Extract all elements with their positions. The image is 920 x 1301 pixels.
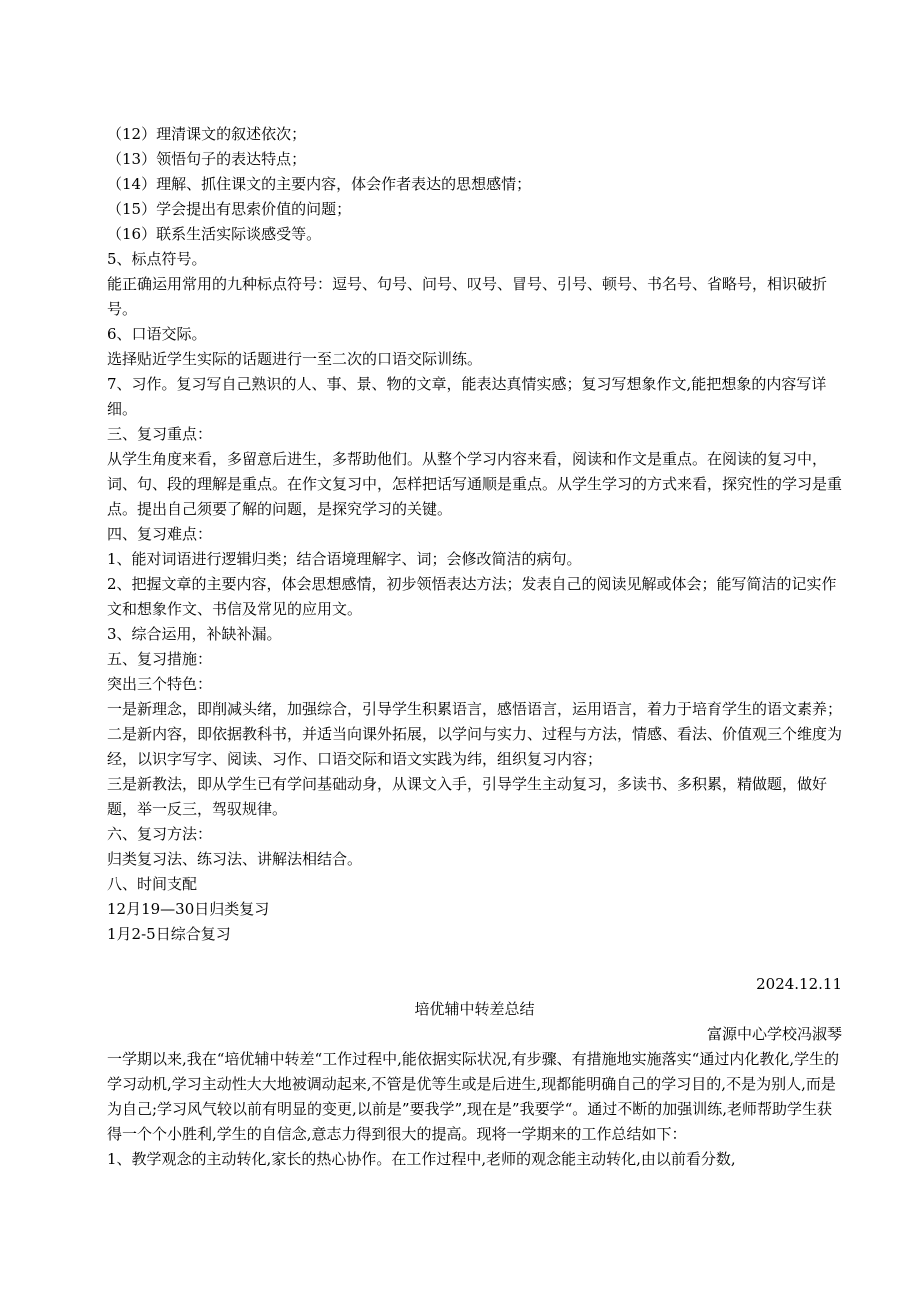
measure-3: 三是新教法，即从学生已有学问基础动身，从课文入手，引导学生主动复习，多读书、多积累，精做题，做好题，举一反三，驾驭规律。 <box>107 775 828 818</box>
paragraph-punctuation: 能正确运用常用的九种标点符号：逗号、句号、问号、叹号、冒号、引号、顿号、书名号、省略号，相识破折号。 <box>107 275 828 318</box>
schedule-2: 1月2-5日综合复习 <box>107 925 231 943</box>
heading-difficulty: 四、复习难点： <box>107 525 213 543</box>
measure-1: 一是新理念，即削减头绪，加强综合，引导学生积累语言，感悟语言，运用语言，着力于培育学生的语文素养； <box>107 700 843 718</box>
item-13: （13）领悟句子的表达特点； <box>107 150 307 168</box>
difficulty-3: 3、综合运用，补缺补漏。 <box>107 625 282 643</box>
paragraph-oral: 选择贴近学生实际的话题进行一至二次的口语交际训练。 <box>107 350 483 368</box>
paragraph-methods: 归类复习法、练习法、讲解法相结合。 <box>107 850 363 868</box>
measure-2: 二是新内容，即依据教科书，并适当向课外拓展，以学问与实力、过程与方法，情感、看法、价值观三个维度为经，以识字写字、阅读、习作、口语交际和语文实践为纬，组织复习内容； <box>107 725 843 768</box>
heading-punctuation: 5、标点符号。 <box>107 250 207 268</box>
paragraph-focus: 从学生角度来看，多留意后进生，多帮助他们。从整个学习内容来看，阅读和作文是重点。在阅读的复习中，词、句、段的理解是重点。在作文复习中，怎样把话写通顺是重点。从学生学习的方式来看，探究性的学习是重点。提出自己须要了解的问题，是探究学习的关键。 <box>107 450 843 518</box>
review-plan-section <box>107 122 842 947</box>
heading-schedule: 八、时间支配 <box>107 875 198 893</box>
measures-intro: 突出三个特色： <box>107 675 213 693</box>
item-12: （12）理清课文的叙述依次； <box>107 125 307 143</box>
summary-author: 富源中心学校冯淑琴 <box>706 1025 842 1043</box>
summary-paragraph-intro: 一学期以来,我在“培优辅中转差“工作过程中,能依据实际状况,有步骤、有措施地实施落实“通过内化教化,学生的学习动机,学习主动性大大地被调动起来,不管是优等生或是后进生,现都能明确自己的学习目的,不是为别人,而是为自己;学习风气较以前有明显的变更,以前是”要我学”,现在是”我要学“。通过不断的加强训练,老师帮助学生获得一个个小胜利,学生的自信念,意志力得到很大的提高。现将一学期来的工作总结如下： <box>107 1050 840 1143</box>
schedule-1: 12月19—30日归类复习 <box>107 900 270 918</box>
summary-paragraph-1: 1、教学观念的主动转化,家长的热心协作。在工作过程中,老师的观念能主动转化,由以前看分数, <box>107 1150 736 1168</box>
item-14: （14）理解、抓住课文的主要内容，体会作者表达的思想感情； <box>107 175 532 193</box>
heading-focus: 三、复习重点： <box>107 425 213 443</box>
summary-title: 培优辅中转差总结 <box>414 1000 535 1018</box>
difficulty-1: 1、能对词语进行逻辑归类；结合语境理解字、词；会修改简洁的病句。 <box>107 550 582 568</box>
heading-methods: 六、复习方法： <box>107 825 213 843</box>
paragraph-writing: 7、习作。复习写自己熟识的人、事、景、物的文章，能表达真情实感；复习写想象作文,能把想象的内容写详细。 <box>107 375 827 418</box>
heading-measures: 五、复习措施： <box>107 650 213 668</box>
document-page <box>107 122 842 1172</box>
item-16: （16）联系生活实际谈感受等。 <box>107 225 322 243</box>
document-date: 2024.12.11 <box>756 975 842 993</box>
difficulty-2: 2、把握文章的主要内容，体会思想感情，初步领悟表达方法；发表自己的阅读见解或体会；能写简洁的记实作文和想象作文、书信及常见的应用文。 <box>107 575 837 618</box>
heading-oral: 6、口语交际。 <box>107 325 207 343</box>
item-15: （15）学会提出有思索价值的问题； <box>107 200 352 218</box>
